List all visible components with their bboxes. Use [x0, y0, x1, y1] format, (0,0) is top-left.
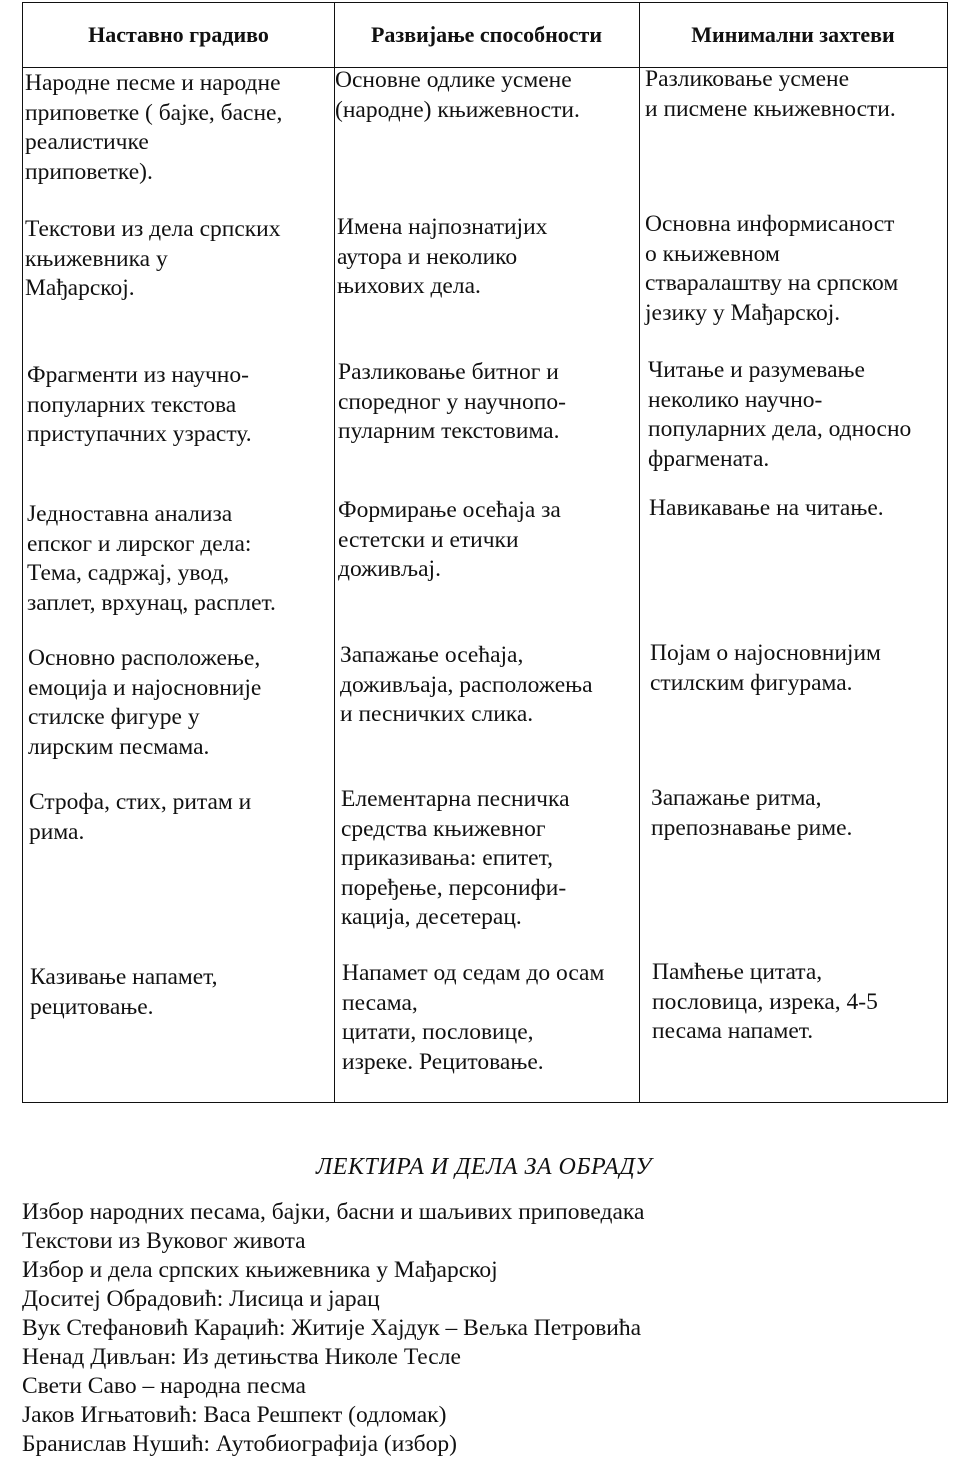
header-content: Наставно градиво: [88, 22, 269, 47]
reading-list-item: Текстови из Вуковог живота: [22, 1228, 306, 1254]
reading-list-item: Вук Стефановић Караџић: Житије Хајдук – Вељка Петровића: [22, 1315, 642, 1341]
row1-content: Народне песме и народне приповетке ( бајке, басне, реалистичке приповетке).: [25, 70, 283, 185]
reading-list-item: Бранислав Нушић: Аутобиографија (избор): [22, 1431, 457, 1457]
row4-skills: Формирање осећаја за естетски и етички доживљај.: [338, 497, 561, 582]
reading-section-title: ЛЕКТИРА И ДЕЛА ЗА ОБРАДУ: [316, 1154, 652, 1180]
row4-content: Једноставна анализа епског и лирског дела: Тема, садржај, увод, заплет, врхунац, расплет.: [27, 501, 276, 616]
column-divider: [639, 3, 640, 1102]
row3-content: Фрагменти из научно- популарних текстова приступачних узрасту.: [27, 362, 252, 447]
row6-skills: Елементарна песничка средства књижевног приказивања: епитет, поређење, персонифи- кација, десетерац.: [341, 786, 570, 930]
reading-list-item: Избор народних песама, бајки, басни и шаљивих приповедака: [22, 1199, 645, 1225]
reading-list-item: Јаков Игњатовић: Васа Решпект (одломак): [22, 1402, 447, 1428]
row7-requirements: Памћење цитата, пословица, изрека, 4-5 песама напамет.: [652, 959, 878, 1044]
row2-requirements: Основна информисаност о књижевном стваралаштву на српском језику у Мађарској.: [645, 211, 899, 326]
row5-content: Основно расположење, емоција и најосновније стилске фигуре у лирским песмама.: [28, 645, 262, 760]
row6-requirements: Запажање ритма, препознавање риме.: [651, 785, 853, 841]
header-skills: Развијање способности: [370, 22, 603, 47]
row4-requirements: Навикавање на читање.: [649, 495, 884, 521]
reading-list-item: Ненад Дивљан: Из детињства Николе Тесле: [22, 1344, 461, 1370]
row5-requirements: Појам о најосновнијим стилским фигурама.: [650, 640, 881, 696]
row6-content: Строфа, стих, ритам и рима.: [29, 789, 252, 845]
row3-requirements: Читање и разумевање неколико научно- популарних дела, односно фрагмената.: [648, 357, 912, 472]
row5-skills: Запажање осећаја, доживљаја, расположења и песничких слика.: [340, 642, 593, 727]
curriculum-table: [22, 2, 948, 1103]
row1-requirements: Разликовање усмене и писмене књижевности.: [645, 66, 896, 122]
row7-content: Казивање напамет, рецитовање.: [30, 964, 218, 1020]
row2-skills: Имена најпознатијих аутора и неколико њихових дела.: [337, 214, 548, 299]
header-requirements: Минимални захтеви: [691, 22, 895, 47]
reading-list-item: Свети Саво – народна песма: [22, 1373, 306, 1399]
reading-list-item: Доситеј Обрадовић: Лисица и јарац: [22, 1286, 380, 1312]
reading-list-item: Избор и дела српских књижевника у Мађарској: [22, 1257, 498, 1283]
row3-skills: Разликовање битног и споредног у научнопо- пуларним текстовима.: [338, 359, 566, 444]
row2-content: Текстови из дела српских књижевника у Мађарској.: [25, 216, 281, 301]
column-divider: [334, 3, 335, 1102]
row7-skills: Напамет од седам до осам песама, цитати, пословице, изреке. Рецитовање.: [342, 960, 605, 1075]
row1-skills: Основне одлике усмене (народне) књижевности.: [335, 67, 580, 123]
reading-list: [22, 1198, 644, 1459]
